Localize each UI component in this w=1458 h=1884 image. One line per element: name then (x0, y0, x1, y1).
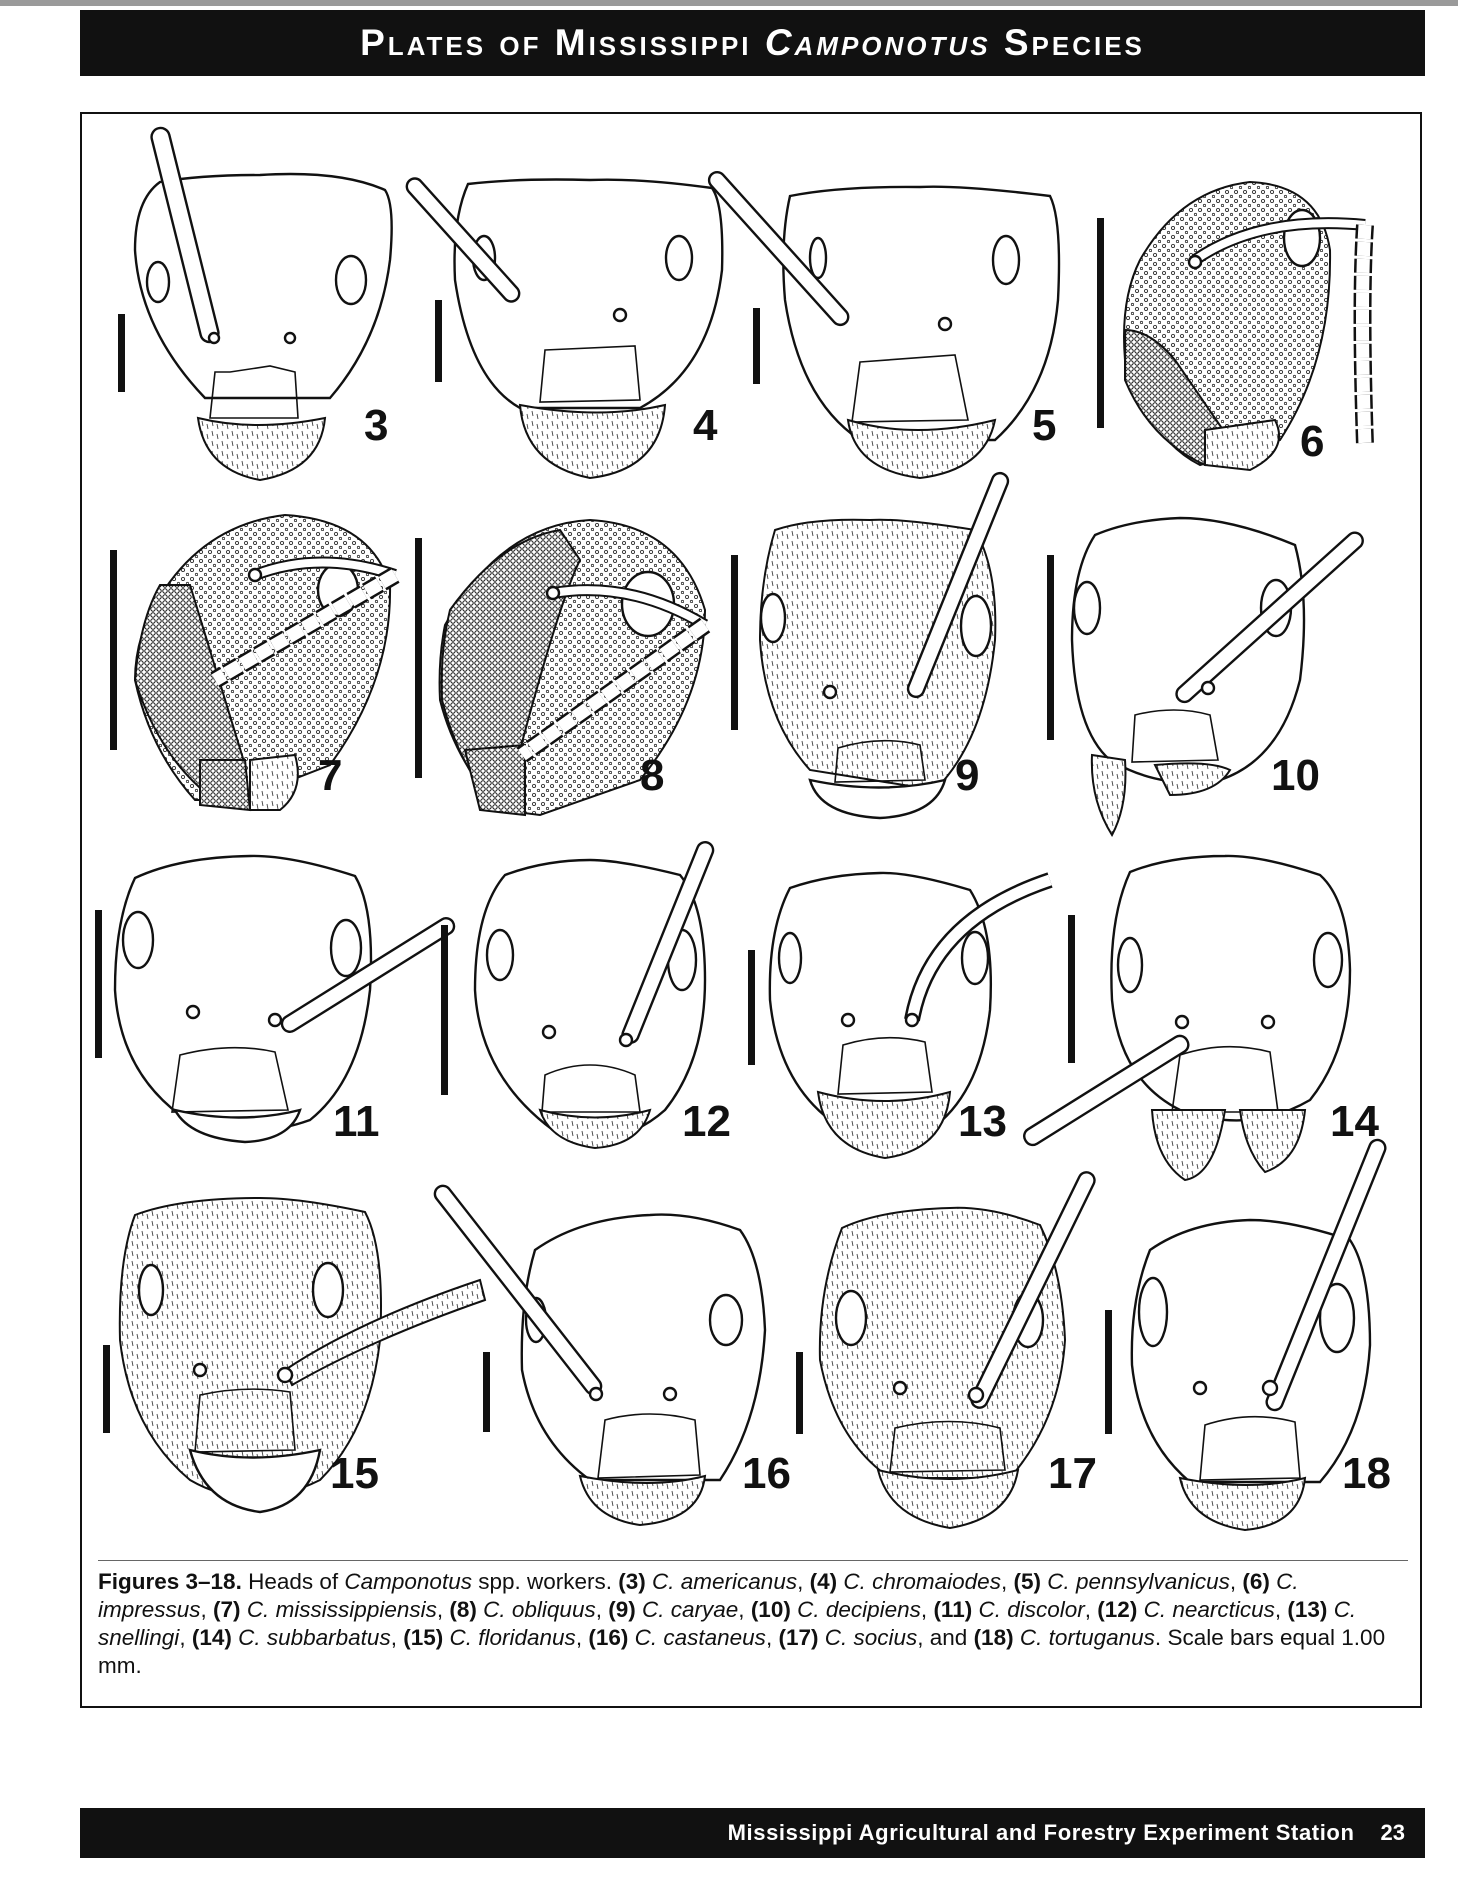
figure-label: 17 (1048, 1449, 1097, 1498)
antenna-funiculus-inner (1363, 225, 1366, 445)
antennal-socket (1194, 1382, 1206, 1394)
scale-bar (1047, 555, 1054, 740)
head-outline (1072, 518, 1304, 783)
eye (336, 256, 366, 304)
figure-label: 13 (958, 1097, 1007, 1146)
caption-lead: Figures 3–18. (98, 1569, 242, 1594)
species-num: (15) (403, 1625, 444, 1650)
figure-8 (415, 520, 705, 815)
caption-genus: Camponotus (344, 1569, 472, 1594)
species-name: C. pennsylvanicus (1047, 1569, 1230, 1594)
species-num: (3) (618, 1569, 646, 1594)
species-sep: , (575, 1625, 589, 1650)
mandibles (465, 745, 525, 815)
antennal-socket (194, 1364, 206, 1376)
figure-label: 8 (640, 751, 665, 800)
title-part-2: Species (1003, 22, 1145, 63)
antennal-socket (278, 1368, 292, 1382)
caption-intro-1: Heads of (241, 1569, 345, 1594)
eye (1118, 938, 1142, 992)
species-sep: . (1154, 1625, 1168, 1650)
antennal-socket (1176, 1016, 1188, 1028)
caption-intro-2: spp. workers. (471, 1569, 619, 1594)
figure-16 (432, 1183, 791, 1525)
eye (1139, 1278, 1167, 1346)
species-num: (8) (449, 1597, 477, 1622)
eye (962, 932, 988, 984)
antennal-socket (620, 1034, 632, 1046)
scale-bar (753, 308, 760, 384)
eye (993, 236, 1019, 284)
species-sep: , (738, 1597, 751, 1622)
species-name: C. mississippiensis (246, 1597, 437, 1622)
species-num: (10) (750, 1597, 791, 1622)
species-sep: , (920, 1597, 934, 1622)
figure-label: 14 (1330, 1097, 1379, 1146)
figure-label: 10 (1271, 751, 1320, 800)
species-num: (17) (778, 1625, 819, 1650)
species-name: C. snellingi (98, 1597, 1357, 1650)
species-num: (9) (608, 1597, 636, 1622)
mandibles (1180, 1478, 1305, 1530)
head-outline (455, 180, 723, 409)
species-num: (14) (191, 1625, 232, 1650)
species-sep: , (179, 1625, 192, 1650)
mandibles (1152, 1110, 1225, 1180)
page-footer (80, 1808, 1425, 1858)
eye (710, 1295, 742, 1345)
antennal-socket (543, 1026, 555, 1038)
scale-bar (483, 1352, 490, 1432)
scale-bar (441, 925, 448, 1095)
species-sep: , (390, 1625, 404, 1650)
footer-station: Mississippi Agricultural and Forestry Experiment Station (727, 1820, 1355, 1845)
page-number: 23 (1380, 1820, 1405, 1845)
antennal-socket (269, 1014, 281, 1026)
mandibles (1240, 1110, 1305, 1172)
scale-bar (110, 550, 117, 750)
species-num: (13) (1287, 1597, 1328, 1622)
scale-bar (796, 1352, 803, 1434)
head-outline (475, 860, 705, 1139)
species-sep: , (1274, 1597, 1288, 1622)
mandibles (250, 755, 298, 810)
mandibles (190, 1450, 320, 1512)
mandibles (200, 760, 250, 810)
figure-4 (404, 175, 723, 478)
eye (487, 930, 513, 980)
species-num: (5) (1013, 1569, 1041, 1594)
species-name: C. caryae (642, 1597, 739, 1622)
figure-6 (1097, 182, 1365, 470)
figure-10 (1047, 518, 1366, 835)
species-name: C. obliquus (483, 1597, 596, 1622)
antennal-socket (590, 1388, 602, 1400)
figure-label: 18 (1342, 1449, 1391, 1498)
figure-7 (110, 515, 395, 810)
antennal-socket (1202, 682, 1214, 694)
mandibles (1092, 755, 1126, 835)
species-sep: , (595, 1597, 609, 1622)
species-sep: , and (917, 1625, 974, 1650)
species-sep: , (436, 1597, 450, 1622)
figure-label: 9 (955, 751, 980, 800)
antennal-socket (664, 1388, 676, 1400)
caption-tail: Scale bars equal 1.00 mm. (98, 1625, 1386, 1678)
figure-9 (731, 471, 1010, 818)
species-name: C. subbarbatus (238, 1625, 391, 1650)
eye (147, 262, 169, 302)
species-name: C. nearcticus (1143, 1597, 1275, 1622)
species-name: C. americanus (652, 1569, 798, 1594)
eye (836, 1291, 866, 1345)
mandibles (1155, 763, 1230, 795)
figure-label: 11 (333, 1097, 380, 1146)
figure-12 (441, 840, 731, 1148)
antennal-socket (285, 333, 295, 343)
antennal-socket (209, 333, 219, 343)
figure-label: 15 (330, 1449, 379, 1498)
scale-bar (95, 910, 102, 1058)
antennal-socket (614, 309, 626, 321)
figure-caption (98, 1568, 1410, 1680)
caption-divider (98, 1560, 1408, 1561)
antennal-socket (906, 1014, 918, 1026)
species-num: (7) (213, 1597, 241, 1622)
figure-17 (796, 1170, 1097, 1528)
figure-5 (706, 169, 1059, 478)
species-name: C. tortuganus (1019, 1625, 1155, 1650)
figure-18 (1105, 1138, 1391, 1530)
eye (331, 920, 361, 976)
scale-bar (103, 1345, 110, 1433)
species-num: (11) (933, 1597, 973, 1622)
eye (810, 238, 826, 278)
eye (666, 236, 692, 280)
antennal-socket (969, 1388, 983, 1402)
antennal-socket (842, 1014, 854, 1026)
mandibles (818, 1092, 950, 1158)
scale-bar (1068, 915, 1075, 1063)
species-sep: , (1000, 1569, 1014, 1594)
figure-11 (95, 856, 457, 1146)
mandibles (1205, 420, 1279, 470)
eye (761, 594, 785, 642)
antennal-socket (939, 318, 951, 330)
mandibles (580, 1476, 705, 1525)
figure-15 (103, 1198, 485, 1512)
species-name: C. castaneus (634, 1625, 766, 1650)
scale-bar (415, 538, 422, 778)
figure-13 (748, 873, 1050, 1158)
species-sep: , (765, 1625, 779, 1650)
species-name: C. floridanus (449, 1625, 576, 1650)
species-name: C. impressus (98, 1569, 1299, 1622)
figure-label: 4 (693, 401, 718, 450)
species-name: C. chromaiodes (843, 1569, 1001, 1594)
scale-bar (731, 555, 738, 730)
mandibles (520, 405, 665, 478)
mandibles (198, 418, 325, 480)
species-sep: , (1084, 1597, 1098, 1622)
species-num: (18) (973, 1625, 1014, 1650)
eye (779, 933, 801, 983)
title-part-1: Plates of Mississippi (360, 22, 752, 63)
figure-label: 12 (682, 1097, 731, 1146)
antennal-socket (1263, 1381, 1277, 1395)
scale-bar (1097, 218, 1104, 428)
antennal-socket (1189, 256, 1201, 268)
figure-label: 16 (742, 1449, 791, 1498)
species-sep: , (1229, 1569, 1243, 1594)
scale-bar (435, 300, 442, 382)
species-num: (6) (1242, 1569, 1270, 1594)
antennal-socket (187, 1006, 199, 1018)
antennal-socket (1262, 1016, 1274, 1028)
figure-3 (118, 126, 392, 480)
species-num: (12) (1097, 1597, 1138, 1622)
eye (313, 1263, 343, 1317)
scale-bar (1105, 1310, 1112, 1434)
species-num: (4) (809, 1569, 838, 1594)
head-outline (1111, 856, 1350, 1120)
antennal-socket (547, 587, 559, 599)
species-num: (16) (588, 1625, 629, 1650)
eye (139, 1265, 163, 1315)
figure-label: 3 (364, 401, 389, 450)
species-sep: , (797, 1569, 810, 1594)
antennal-socket (894, 1382, 906, 1394)
eye (1314, 933, 1342, 987)
figure-label: 7 (318, 751, 343, 800)
species-name: C. decipiens (797, 1597, 921, 1622)
mandibles (810, 780, 945, 818)
eye (961, 596, 991, 656)
species-name: C. discolor (978, 1597, 1085, 1622)
eye (1074, 582, 1100, 634)
figure-label: 6 (1300, 417, 1325, 466)
scale-bar (748, 950, 755, 1065)
mandibles (878, 1470, 1018, 1528)
figure-14 (1021, 856, 1379, 1180)
antennal-socket (249, 569, 261, 581)
antennal-socket (824, 686, 836, 698)
species-sep: , (200, 1597, 214, 1622)
figure-label: 5 (1032, 401, 1057, 450)
title-genus: Camponotus (764, 22, 991, 63)
species-name: C. socius (824, 1625, 918, 1650)
eye (123, 912, 153, 968)
scale-bar (118, 314, 125, 392)
